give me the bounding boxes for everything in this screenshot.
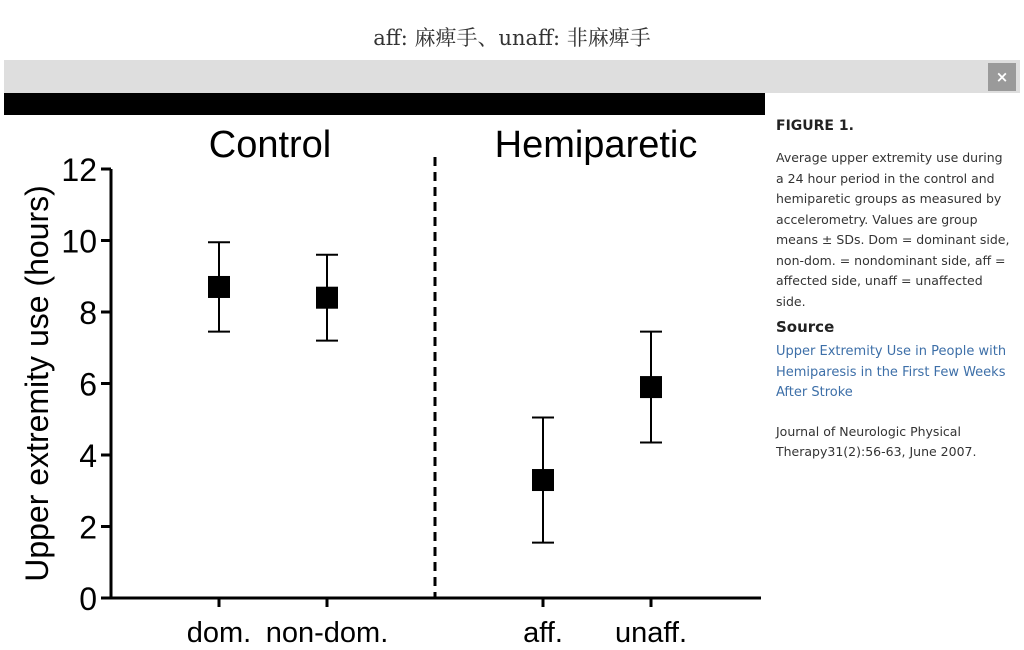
group-label-hemiparetic: Hemiparetic bbox=[494, 124, 698, 166]
source-heading: Source bbox=[776, 318, 835, 336]
x-tick-label: aff. bbox=[523, 617, 563, 649]
x-tick-label: non-dom. bbox=[265, 617, 389, 649]
figure-description: Average upper extremity use during a 24 hour period in the control and hemiparetic groups as measured by accelerometry. Values are group means ± SDs. Dom = dominant side, non-dom. = nondominant side, aff = affected side, unaff = unaffected side. bbox=[776, 150, 1010, 309]
y-tick-label: 6 bbox=[79, 366, 97, 403]
figure-top-bar bbox=[4, 93, 765, 115]
mean-marker bbox=[640, 376, 662, 398]
figure-image bbox=[4, 93, 765, 650]
mean-marker bbox=[316, 287, 338, 309]
x-tick-label: dom. bbox=[186, 617, 252, 649]
chart-svg bbox=[4, 93, 765, 650]
page-caption: aff: 麻痺手、unaff: 非麻痺手 bbox=[373, 26, 651, 50]
y-tick-label: 12 bbox=[61, 152, 97, 188]
y-tick-label: 2 bbox=[79, 509, 97, 546]
figure-info-panel bbox=[776, 118, 1012, 463]
y-tick-label: 4 bbox=[79, 438, 97, 474]
close-button[interactable] bbox=[988, 63, 1016, 91]
y-tick-label: 8 bbox=[79, 295, 97, 331]
mean-marker bbox=[208, 276, 230, 298]
viewer-toolbar bbox=[4, 60, 1020, 93]
y-axis-title: Upper extremity use (hours) bbox=[19, 185, 55, 582]
journal-citation: Journal of Neurologic Physical Therapy31(2):56-63, June 2007. bbox=[776, 423, 977, 459]
figure-label: FIGURE 1. bbox=[776, 118, 854, 134]
close-icon: × bbox=[995, 68, 1009, 86]
figure-viewer bbox=[4, 60, 1020, 650]
mean-marker bbox=[532, 469, 554, 491]
y-tick-label: 10 bbox=[61, 223, 97, 260]
x-tick-label: unaff. bbox=[614, 617, 688, 649]
group-label-control: Control bbox=[208, 124, 332, 166]
y-tick-label: 0 bbox=[79, 581, 97, 617]
source-link[interactable]: Upper Extremity Use in People with Hemiparesis in the First Few Weeks After Stroke bbox=[776, 344, 1007, 400]
